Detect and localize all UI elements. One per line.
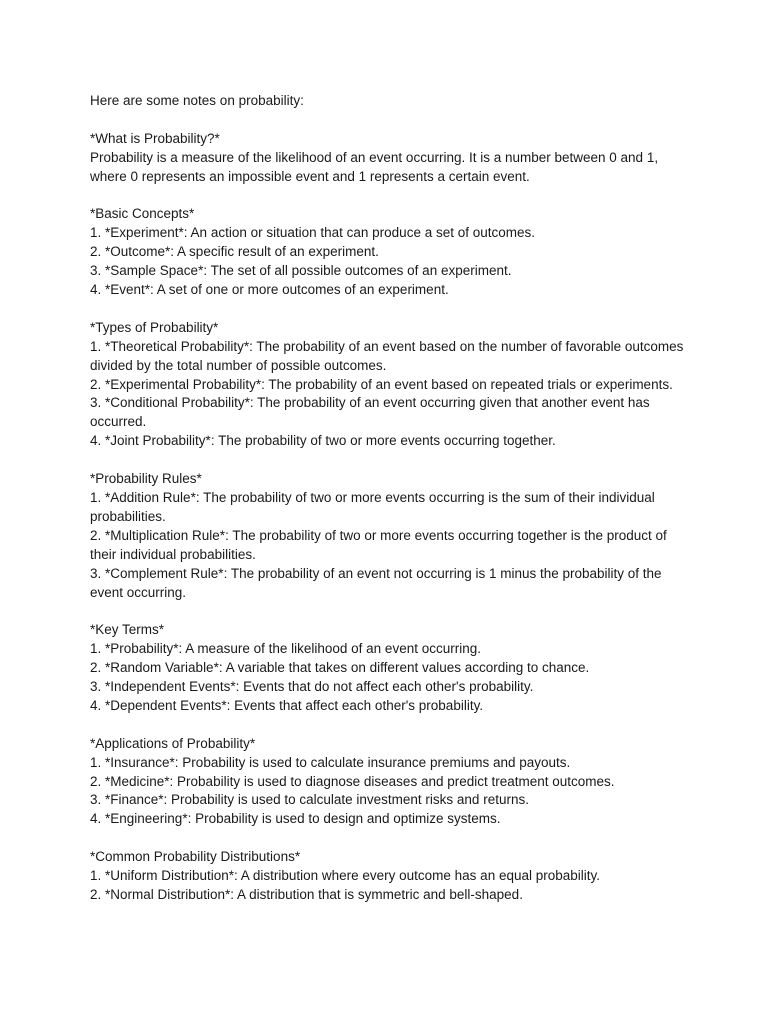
section: [90, 470, 688, 602]
list-item: 2. *Normal Distribution*: A distribution that is symmetric and bell-shaped.: [90, 886, 523, 902]
list-item: 3. *Conditional Probability*: The probability of an event occurring given that another event has occurred.: [90, 395, 650, 430]
list-item: 2. *Medicine*: Probability is used to diagnose diseases and predict treatment outcomes.: [90, 773, 615, 789]
list-item: 2. *Outcome*: A specific result of an experiment.: [90, 244, 379, 260]
list-item: 4. *Dependent Events*: Events that affect each other's probability.: [90, 697, 484, 713]
sections-container: [90, 130, 688, 905]
list-item: 1. *Uniform Distribution*: A distribution where every outcome has an equal probability.: [90, 868, 601, 884]
list-item: 1. *Experiment*: An action or situation that can produce a set of outcomes.: [90, 225, 536, 241]
list-item: 2. *Random Variable*: A variable that takes on different values according to chance.: [90, 660, 590, 676]
document-content: [90, 92, 688, 924]
list-item: 3. *Finance*: Probability is used to calculate investment risks and returns.: [90, 792, 529, 808]
section: [90, 319, 688, 451]
list-item: 2. *Experimental Probability*: The probability of an event based on repeated trials or experiments.: [90, 376, 673, 392]
section-body: Probability is a measure of the likelihood of an event occurring. It is a number between 0 and 1, where 0 represents an impossible event and 1 represents a certain event.: [90, 149, 659, 184]
section-heading: *Applications of Probability*: [90, 735, 256, 751]
section: [90, 205, 688, 300]
list-item: 2. *Multiplication Rule*: The probability of two or more events occurring together is the product of their individual probabilities.: [90, 527, 667, 562]
list-item: 4. *Event*: A set of one or more outcomes of an experiment.: [90, 282, 449, 298]
list-item: 1. *Addition Rule*: The probability of two or more events occurring is the sum of their individual probabilities.: [90, 489, 655, 524]
list-item: 4. *Joint Probability*: The probability of two or more events occurring together.: [90, 433, 556, 449]
section: [90, 735, 688, 830]
list-item: 3. *Complement Rule*: The probability of an event not occurring is 1 minus the probability of the event occurring.: [90, 565, 662, 600]
section-heading: *Basic Concepts*: [90, 206, 195, 222]
list-item: 3. *Sample Space*: The set of all possible outcomes of an experiment.: [90, 263, 512, 279]
list-item: 1. *Probability*: A measure of the likelihood of an event occurring.: [90, 641, 481, 657]
section-heading: *Probability Rules*: [90, 471, 202, 487]
list-item: 4. *Engineering*: Probability is used to design and optimize systems.: [90, 811, 501, 827]
section-heading: *What is Probability?*: [90, 130, 220, 146]
list-item: 1. *Theoretical Probability*: The probability of an event based on the number of favorable outcomes divided by the total number of possible outcomes.: [90, 338, 684, 373]
section: [90, 130, 688, 187]
section-heading: *Types of Probability*: [90, 319, 219, 335]
section: [90, 848, 688, 905]
section-heading: *Key Terms*: [90, 622, 165, 638]
section-heading: *Common Probability Distributions*: [90, 849, 301, 865]
section: [90, 621, 688, 716]
list-item: 1. *Insurance*: Probability is used to calculate insurance premiums and payouts.: [90, 754, 571, 770]
list-item: 3. *Independent Events*: Events that do not affect each other's probability.: [90, 679, 534, 695]
intro-text: Here are some notes on probability:: [90, 93, 304, 108]
